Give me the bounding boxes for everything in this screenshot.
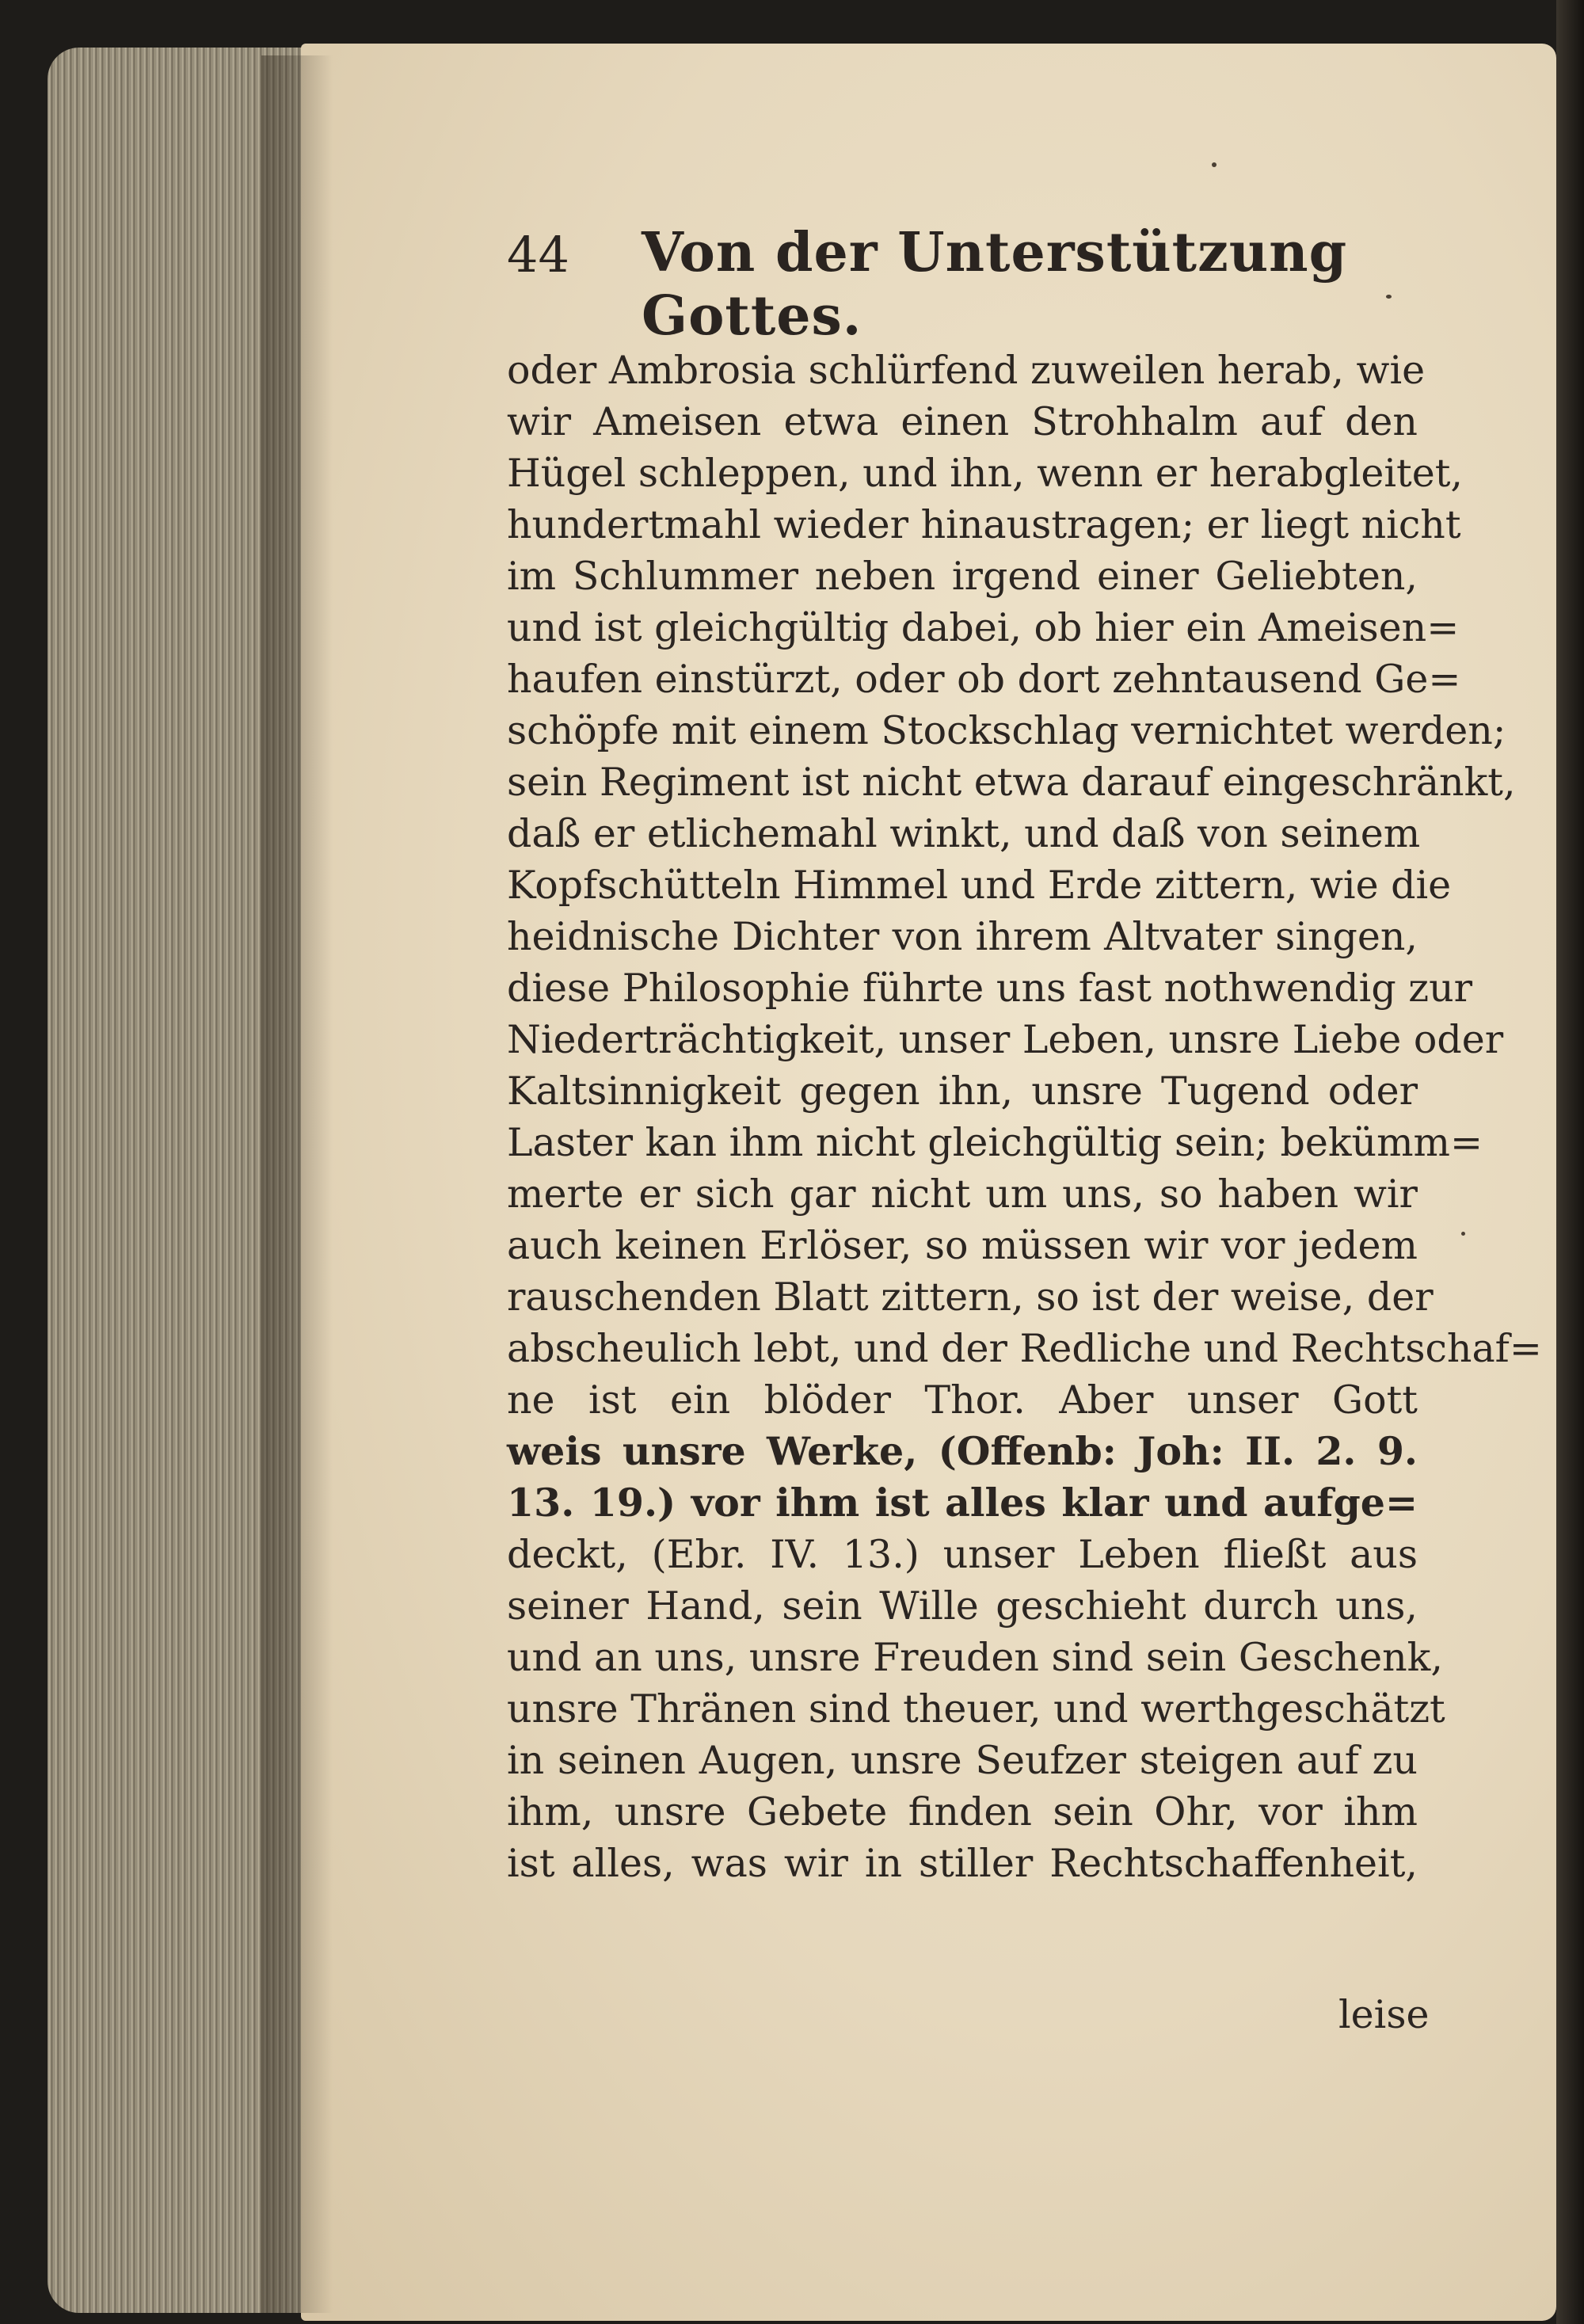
text-line: unsre Thränen sind theuer, und werthgeschätzt (507, 1686, 1445, 1732)
text-line: diese Philosophie führte uns fast nothwendig zur (507, 966, 1473, 1011)
text-line: deckt, (Ebr. IV. 13.) unser Leben fließt aus (507, 1532, 1418, 1577)
text-line: ne ist ein blöder Thor. Aber unser Gott (507, 1377, 1418, 1423)
paper-speck (1461, 1232, 1465, 1236)
body-text (507, 345, 1542, 1889)
text-line: wir Ameisen etwa einen Strohhalm auf den (507, 399, 1418, 444)
text-line: schöpfe mit einem Stockschlag vernichtet werden; (507, 708, 1506, 753)
text-line: in seinen Augen, unsre Seufzer steigen auf zu (507, 1738, 1418, 1783)
text-line: Kopfschütteln Himmel und Erde zittern, wie die (507, 863, 1452, 908)
text-line: merte er sich gar nicht um uns, so haben wir (507, 1172, 1418, 1217)
text-line: hundertmahl wieder hinaustragen; er liegt nicht (507, 502, 1461, 547)
gutter-shadow (261, 55, 333, 2313)
text-line: Kaltsinnigkeit gegen ihn, unsre Tugend oder (507, 1069, 1418, 1114)
catchword: leise (1338, 1992, 1430, 2037)
text-line: daß er etlichemahl winkt, und daß von seinem (507, 811, 1421, 856)
text-line-bold: 13. 19.) vor ihm ist alles klar und aufge= (507, 1480, 1418, 1526)
text-line: ist alles, was wir in stiller Rechtschaffenheit, (507, 1841, 1418, 1886)
page-header (507, 221, 1418, 348)
text-line: seiner Hand, sein Wille geschieht durch uns, (507, 1583, 1418, 1629)
running-title: Von der Unterstützung Gottes. (642, 221, 1348, 348)
text-line: oder Ambrosia schlürfend zuweilen herab, wie (507, 348, 1426, 393)
paper-speck (1212, 162, 1217, 167)
text-line: auch keinen Erlöser, so müssen wir vor jedem (507, 1223, 1418, 1268)
text-line: heidnische Dichter von ihrem Altvater singen, (507, 914, 1418, 959)
text-line-bold: weis unsre Werke, (Offenb: Joh: II. 2. 9. (507, 1428, 1418, 1474)
text-line: sein Regiment ist nicht etwa darauf eingeschränkt, (507, 760, 1516, 805)
text-line: abscheulich lebt, und der Redliche und Rechtschaf= (507, 1326, 1542, 1371)
text-line: Laster kan ihm nicht gleichgültig sein; bekümm= (507, 1120, 1483, 1165)
text-line: ihm, unsre Gebete finden sein Ohr, vor ihm (507, 1789, 1418, 1834)
text-line: im Schlummer neben irgend einer Geliebten, (507, 554, 1418, 599)
page-number: 44 (507, 226, 569, 284)
background-edge (1556, 0, 1584, 2324)
text-line: und an uns, unsre Freuden sind sein Geschenk, (507, 1635, 1443, 1680)
text-line: Niederträchtigkeit, unser Leben, unsre Liebe oder (507, 1017, 1504, 1062)
text-line: haufen einstürzt, oder ob dort zehntausend Ge= (507, 657, 1461, 702)
text-line: und ist gleichgültig dabei, ob hier ein Ameisen= (507, 605, 1460, 650)
text-line: rauschenden Blatt zittern, so ist der weise, der (507, 1274, 1434, 1320)
text-line: Hügel schleppen, und ihn, wenn er herabgleitet, (507, 451, 1464, 496)
